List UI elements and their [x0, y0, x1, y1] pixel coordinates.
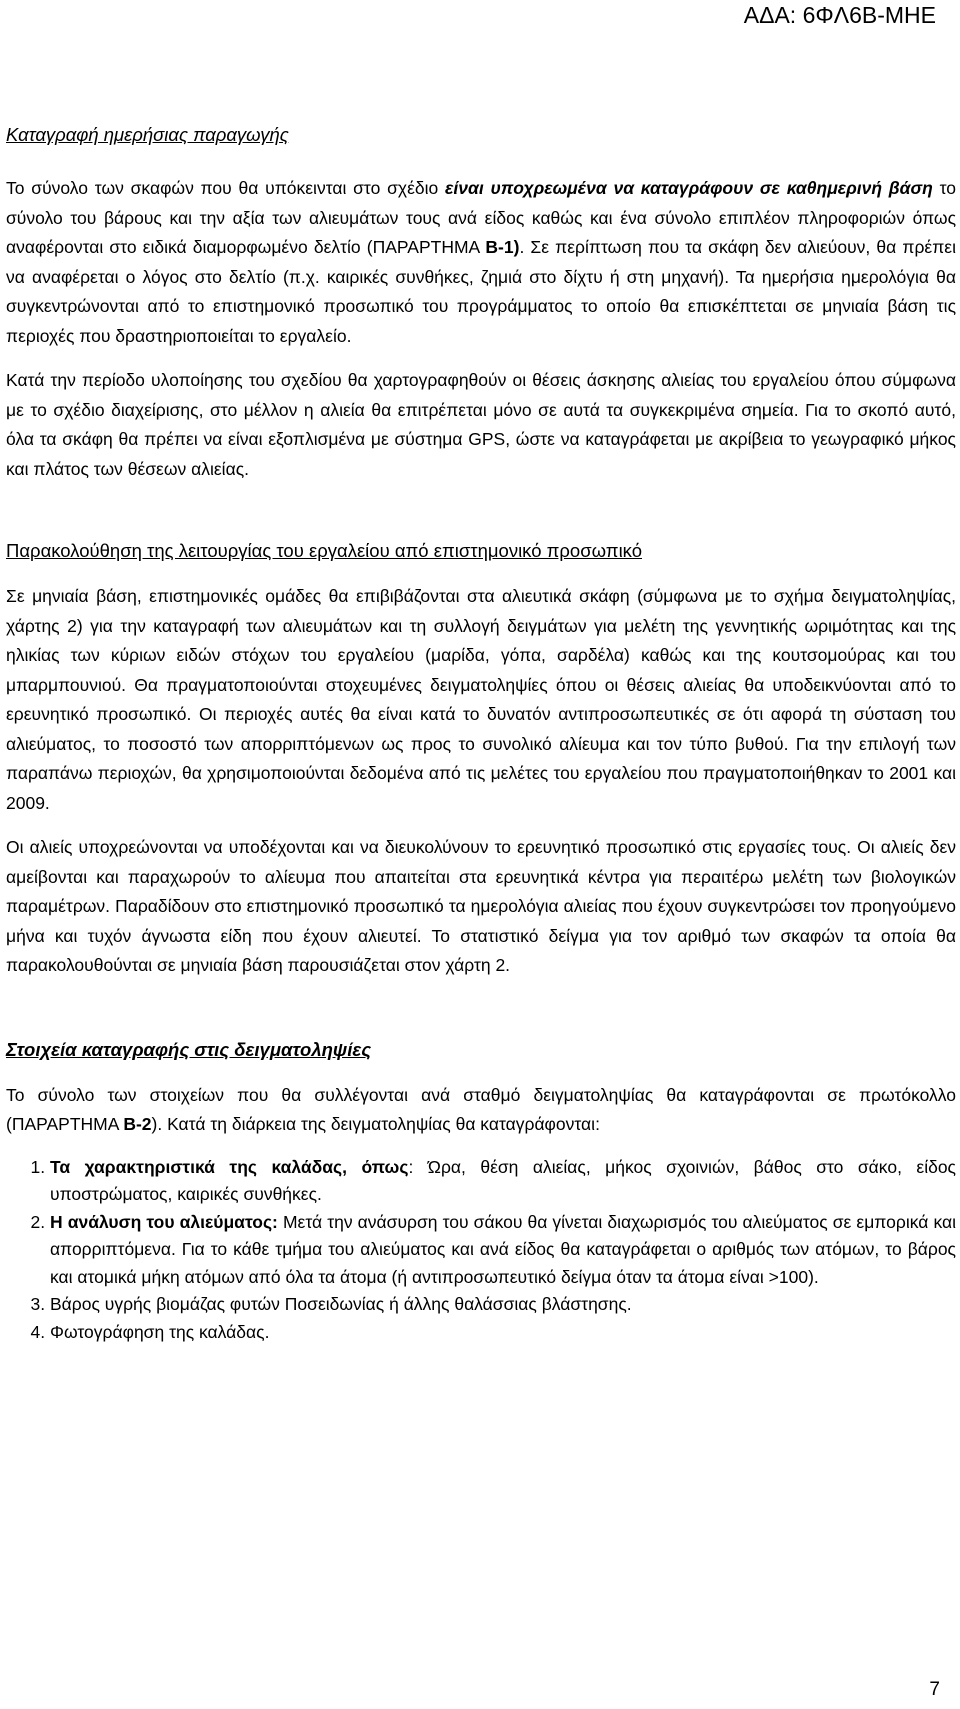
paragraph-protocol — [6, 1081, 956, 1140]
list-item-text: : Ώρα, θέση αλιείας, μήκος σχοινιών, βάθος στο σάκο, είδος υποστρώματος, καιρικές συνθήκες. — [50, 1156, 956, 1204]
paragraph-fishers-obligations: Οι αλιείς υποχρεώνονται να υποδέχονται και να διευκολύνουν το ερευνητικό προσωπικό στις εργασίες τους. Οι αλιείς δεν αμείβονται και παραχωρούν το αλίευμα που απαιτείται στα ερευνητικά κέντρα για περαιτέρω μελέτη των βιολογικών παραμέτρων. Παραδίδουν στο επιστημονικό προσωπικό τα ημερολόγια αλιείας που έχουν συγκεντρώσει τον προηγούμενο μήνα και τυχόν άγνωστα είδη που έχουν αλιευτεί. Το στατιστικό δείγμα για τον αριθμό των σκαφών τα οποία θα παρακολουθούνται σε μηνιαία βάση παρουσιάζεται στον χάρτη 2. — [6, 837, 956, 975]
paragraph-gps-mapping: Κατά την περίοδο υλοποίησης του σχεδίου θα χαρτογραφηθούν οι θέσεις άσκησης αλιείας του εργαλείου όπου σύμφωνα με το σχέδιο διαχείρισης, στο μέλλον η αλιεία θα επιτρέπεται μόνο σε αυτά τα συγκεκριμένα σημεία. Για το σκοπό αυτό, όλα τα σκάφη θα πρέπει να είναι εξοπλισμένα με σύστημα GPS, ώστε να καταγράφεται με ακρίβεια το γεωγραφικό μήκος και πλάτος των θέσεων αλιείας. — [6, 370, 956, 479]
list-item — [50, 1291, 956, 1319]
section-heading-monitoring: Παρακολούθηση της λειτουργίας του εργαλείου από επιστημονικό προσωπικό — [6, 540, 642, 561]
text-run-bold: Β-1) — [485, 237, 520, 257]
list-item — [50, 1209, 956, 1292]
text-run: Το σύνολο των σκαφών που θα υπόκεινται στο σχέδιο — [6, 178, 446, 198]
document-body — [6, 124, 956, 1346]
section-heading-recording-data: Στοιχεία καταγραφής στις δειγματοληψίες — [6, 1038, 372, 1060]
section-heading-daily-production: Καταγραφή ημερήσιας παραγωγής — [6, 124, 289, 145]
list-item-text: Βάρος υγρής βιομάζας φυτών Ποσειδωνίας ή άλλης θαλάσσιας βλάστησης. — [50, 1294, 632, 1314]
list-item — [50, 1154, 956, 1209]
recording-items-list — [6, 1154, 956, 1347]
list-item — [50, 1319, 956, 1347]
list-item-bold: Η ανάλυση του αλιεύματος: — [50, 1211, 278, 1232]
page-number: 7 — [929, 1679, 940, 1700]
text-run-bold: Β-2 — [123, 1114, 152, 1134]
text-run: Το σύνολο των στοιχείων που θα συλλέγονται ανά σταθμό δειγματοληψίας θα καταγράφονται σε πρωτόκολλο (ΠΑΡΑΡΤΗΜΑ — [6, 1084, 956, 1134]
text-run: το σύνολο του βάρους και την αξία των αλιευμάτων τους ανά είδος καθώς και ένα σύνολο επιπλέον πληροφοριών όπως αναφέρονται στο ειδικά διαμορφωμένο δελτίο (ΠΑΡΑΡΤΗΜΑ — [6, 178, 956, 257]
text-run-bold-italic: είναι υποχρεωμένα να καταγράφουν σε καθημερινή βάση — [445, 178, 933, 198]
ada-code: ΑΔΑ: 6ΦΛ6Β-ΜΗΕ — [743, 2, 936, 28]
text-run: ). Κατά τη διάρκεια της δειγματοληψίας θα καταγράφονται: — [151, 1114, 600, 1134]
list-item-text: Μετά την ανάσυρση του σάκου θα γίνεται διαχωρισμός του αλιεύματος σε εμπορικά και απορριπτόμενα. Για το κάθε τμήμα του αλιεύματος και ανά είδος θα καταγράφεται ο αριθμός των ατόμων, το βάρος και ατομικά μήκη ατόμων από όλα τα άτομα (ή αντιπροσωπευτικό δείγμα όταν τα άτομα είναι >100). — [50, 1211, 956, 1287]
list-item-text: Φωτογράφηση της καλάδας. — [50, 1321, 270, 1342]
list-item-bold: Τα χαρακτηριστικά της καλάδας, όπως — [50, 1156, 409, 1177]
paragraph-monthly-sampling: Σε μηνιαία βάση, επιστημονικές ομάδες θα επιβιβάζονται στα αλιευτικά σκάφη (σύμφωνα με το σχήμα δειγματοληψίας, χάρτης 2) για την καταγραφή των αλιευμάτων και τη συλλογή δειγμάτων για μελέτη της γεννητικής ωριμότητας και της ηλικίας των κύριων ειδών στόχων του εργαλείου (μαρίδα, γόπα, σαρδέλα) καθώς και της κουτσομούρας και του μπαρμπουνιού. Θα πραγματοποιούνται στοχευμένες δειγματοληψίες όπου οι θέσεις αλιείας θα υποδεικνύονται από το ερευνητικό προσωπικό. Οι περιοχές αυτές θα είναι κατά το δυνατόν αντιπροσωπευτικές σε ότι αφορά τη σύσταση του αλιεύματος, το ποσοστό των απορριπτόμενων ως προς το συνολικό αλίευμα και τον τύπο βυθού. Για την επιλογή των παραπάνω περιοχών, θα χρησιμοποιούνται δεδομένα από τις μελέτες του εργαλείου που πραγματοποιήθηκαν το 2001 και 2009. — [6, 586, 956, 813]
text-run: . Σε περίπτωση που τα σκάφη δεν αλιεύουν, θα πρέπει να αναφέρεται ο λόγος στο δελτίο (π.χ. καιρικές συνθήκες, ζημιά στο δίχτυ ή στη μηχανή). Τα ημερήσια ημερολόγια θα συγκεντρώνονται από το επιστημονικό προσωπικό του προγράμματος το οποίο θα επισκέπτεται σε μηνιαία βάση τις περιοχές που δραστηριοποιείται το εργαλείο. — [6, 237, 956, 346]
paragraph-daily-recording — [6, 174, 956, 351]
